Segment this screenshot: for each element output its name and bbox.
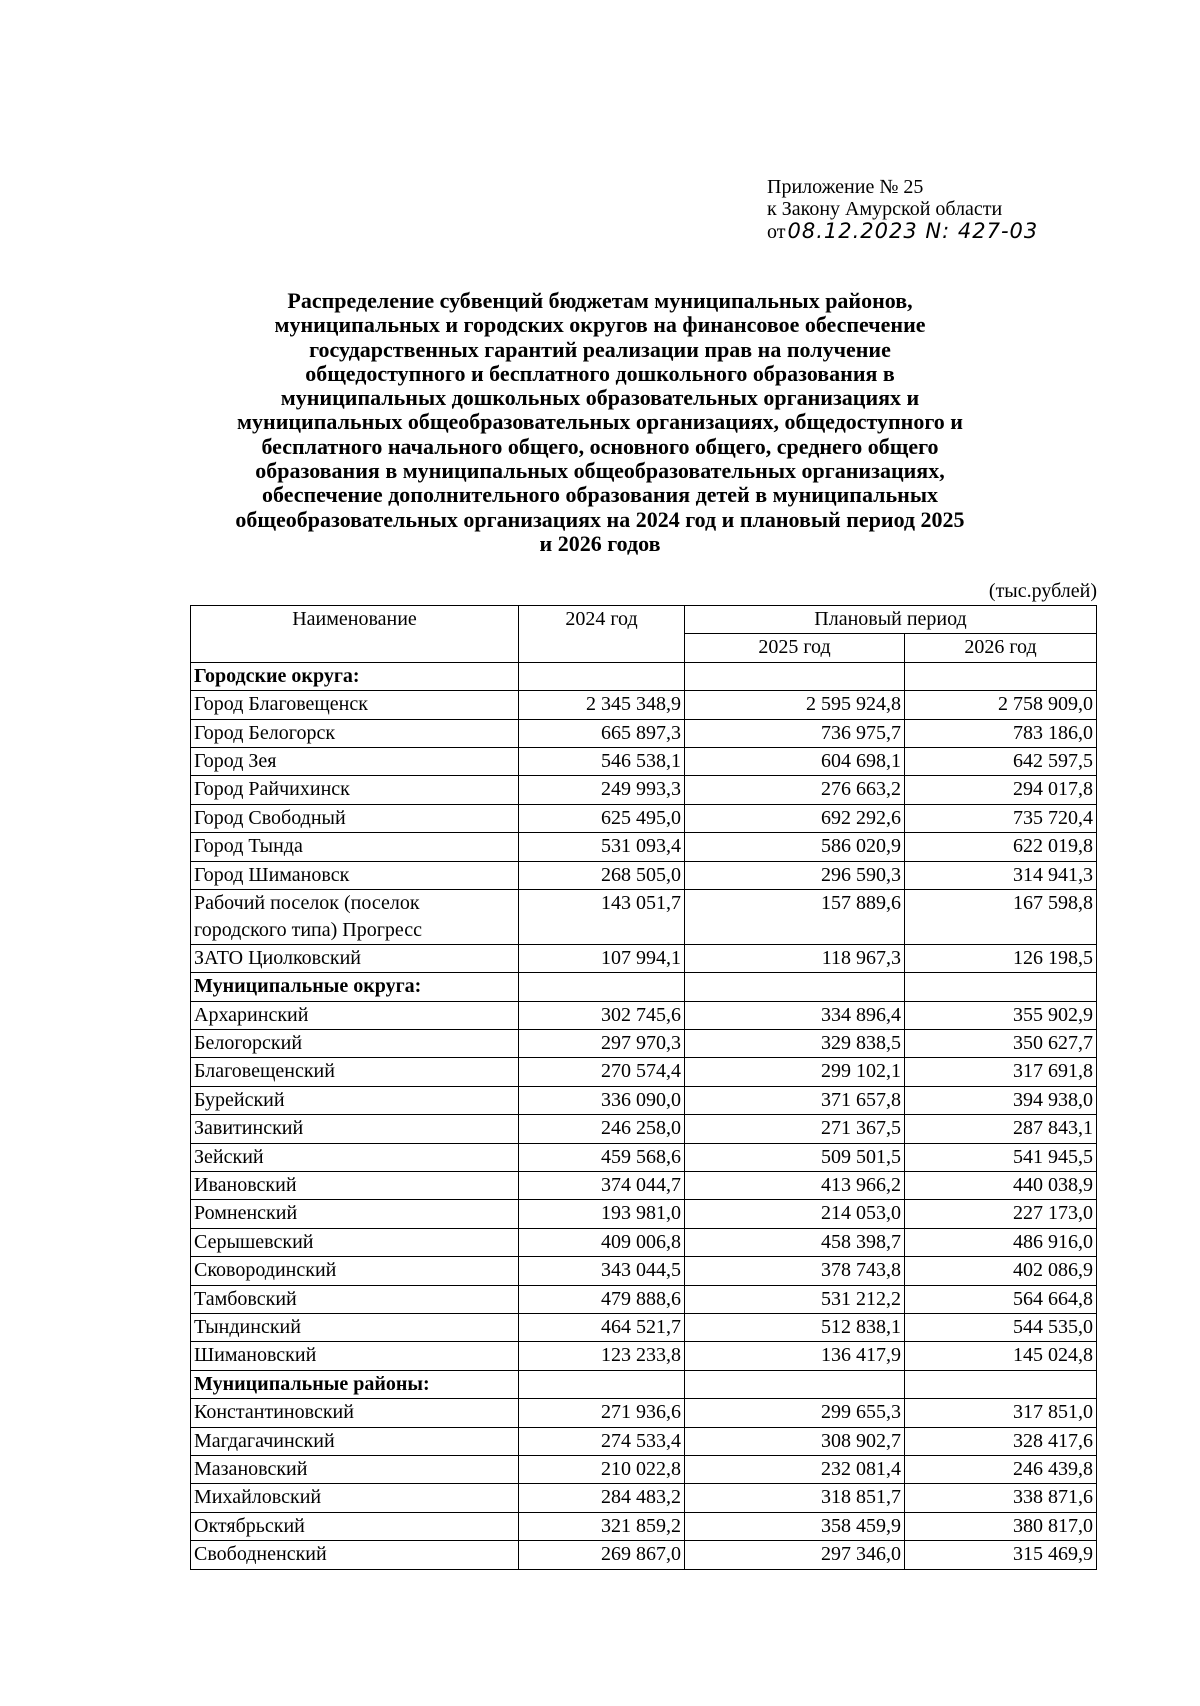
value-2025: 509 501,5 <box>685 1143 905 1171</box>
value-2024: 625 495,0 <box>519 804 685 832</box>
section-row <box>191 973 1097 1001</box>
table-row <box>191 1484 1097 1512</box>
row-name: Город Райчихинск <box>191 776 519 804</box>
section-row <box>191 662 1097 690</box>
value-2024: 479 888,6 <box>519 1285 685 1313</box>
value-2024: 321 859,2 <box>519 1512 685 1540</box>
title-line: образования в муниципальных общеобразовательных организациях, <box>255 458 945 484</box>
subvention-table <box>190 605 1097 1570</box>
table-row <box>191 1143 1097 1171</box>
table-row <box>191 1030 1097 1058</box>
value-2025: 271 367,5 <box>685 1115 905 1143</box>
value-2025: 136 417,9 <box>685 1342 905 1370</box>
value-2025: 214 053,0 <box>685 1200 905 1228</box>
appendix-header <box>767 176 1038 243</box>
value-2024: 143 051,7 <box>519 889 685 944</box>
row-name: Город Зея <box>191 747 519 775</box>
value-2026: 642 597,5 <box>905 747 1097 775</box>
value-2024: 409 006,8 <box>519 1228 685 1256</box>
value-2025: 318 851,7 <box>685 1484 905 1512</box>
value-2024: 665 897,3 <box>519 719 685 747</box>
value-2026: 735 720,4 <box>905 804 1097 832</box>
value-2026: 167 598,8 <box>905 889 1097 944</box>
value-2025: 334 896,4 <box>685 1001 905 1029</box>
section-title: Муниципальные округа: <box>191 973 519 1001</box>
value-2026: 622 019,8 <box>905 833 1097 861</box>
table-row <box>191 861 1097 889</box>
value-2026: 394 938,0 <box>905 1086 1097 1114</box>
row-name: Город Белогорск <box>191 719 519 747</box>
appendix-law-reference: к Закону Амурской области <box>767 198 1003 220</box>
table-row <box>191 1086 1097 1114</box>
value-2024: 269 867,0 <box>519 1541 685 1569</box>
title-line: общедоступного и бесплатного дошкольного образования в <box>305 360 895 386</box>
value-2024: 459 568,6 <box>519 1143 685 1171</box>
value-2026: 486 916,0 <box>905 1228 1097 1256</box>
value-2026: 402 086,9 <box>905 1257 1097 1285</box>
table-row <box>191 776 1097 804</box>
value-2025: 299 655,3 <box>685 1399 905 1427</box>
value-2026: 564 664,8 <box>905 1285 1097 1313</box>
value-2026: 294 017,8 <box>905 776 1097 804</box>
table-row <box>191 1399 1097 1427</box>
value-2025: 378 743,8 <box>685 1257 905 1285</box>
units-label: (тыс.рублей) <box>988 580 1097 602</box>
row-name: Город Благовещенск <box>191 691 519 719</box>
value-2024: 343 044,5 <box>519 1257 685 1285</box>
title-line: и 2026 годов <box>539 530 661 556</box>
document-title <box>150 289 1050 556</box>
value-2026: 338 871,6 <box>905 1484 1097 1512</box>
value-2026: 380 817,0 <box>905 1512 1097 1540</box>
table-row <box>191 1058 1097 1086</box>
section-title: Муниципальные районы: <box>191 1370 519 1398</box>
value-2025: 276 663,2 <box>685 776 905 804</box>
row-name: Зейский <box>191 1143 519 1171</box>
value-2025: 531 212,2 <box>685 1285 905 1313</box>
section-title: Городские округа: <box>191 662 519 690</box>
value-2025: 308 902,7 <box>685 1427 905 1455</box>
value-2024: 374 044,7 <box>519 1172 685 1200</box>
handwritten-date-number: 08.12.2023 N: 427-03 <box>787 219 1039 243</box>
value-2024: 210 022,8 <box>519 1455 685 1483</box>
value-2026: 126 198,5 <box>905 944 1097 972</box>
value-2024: 297 970,3 <box>519 1030 685 1058</box>
appendix-date-line <box>767 220 1038 243</box>
value-2024: 249 993,3 <box>519 776 685 804</box>
title-line: Распределение субвенций бюджетам муниципальных районов, <box>287 288 913 313</box>
header-name: Наименование <box>191 606 519 663</box>
value-2024: 546 538,1 <box>519 747 685 775</box>
header-2024: 2024 год <box>519 606 685 663</box>
row-name: Бурейский <box>191 1086 519 1114</box>
row-name: Город Свободный <box>191 804 519 832</box>
row-name: Серышевский <box>191 1228 519 1256</box>
table-row <box>191 747 1097 775</box>
row-name: Сковородинский <box>191 1257 519 1285</box>
value-2024: 107 994,1 <box>519 944 685 972</box>
section-row <box>191 1370 1097 1398</box>
value-2025: 232 081,4 <box>685 1455 905 1483</box>
value-2026: 227 173,0 <box>905 1200 1097 1228</box>
row-name: Белогорский <box>191 1030 519 1058</box>
row-name: Тамбовский <box>191 1285 519 1313</box>
value-2026: 315 469,9 <box>905 1541 1097 1569</box>
row-name: Ромненский <box>191 1200 519 1228</box>
value-2026: 145 024,8 <box>905 1342 1097 1370</box>
row-name <box>191 889 519 944</box>
value-2026: 287 843,1 <box>905 1115 1097 1143</box>
value-2024: 271 936,6 <box>519 1399 685 1427</box>
value-2024: 246 258,0 <box>519 1115 685 1143</box>
row-name: ЗАТО Циолковский <box>191 944 519 972</box>
title-line: бесплатного начального общего, основного общего, среднего общего <box>261 433 939 459</box>
row-name: Константиновский <box>191 1399 519 1427</box>
value-2025: 604 698,1 <box>685 747 905 775</box>
table-row <box>191 1115 1097 1143</box>
value-2024: 336 090,0 <box>519 1086 685 1114</box>
value-2026: 544 535,0 <box>905 1313 1097 1341</box>
table-row <box>191 804 1097 832</box>
table-row <box>191 1541 1097 1569</box>
table-row <box>191 1172 1097 1200</box>
title-line: обеспечение дополнительного образования детей в муниципальных <box>261 482 938 508</box>
table-row <box>191 944 1097 972</box>
value-2026: 317 851,0 <box>905 1399 1097 1427</box>
row-name-line: городского типа) Прогресс <box>194 918 423 941</box>
row-name: Михайловский <box>191 1484 519 1512</box>
value-2025: 118 967,3 <box>685 944 905 972</box>
row-name: Город Тында <box>191 833 519 861</box>
value-2025: 297 346,0 <box>685 1541 905 1569</box>
row-name: Завитинский <box>191 1115 519 1143</box>
header-planned-period: Плановый период <box>685 606 1097 634</box>
title-line: муниципальных и городских округов на финансовое обеспечение <box>274 312 926 338</box>
value-2025: 358 459,9 <box>685 1512 905 1540</box>
value-2025: 157 889,6 <box>685 889 905 944</box>
value-2024: 123 233,8 <box>519 1342 685 1370</box>
value-2026: 783 186,0 <box>905 719 1097 747</box>
value-2026: 328 417,6 <box>905 1427 1097 1455</box>
value-2026: 355 902,9 <box>905 1001 1097 1029</box>
value-2024: 464 521,7 <box>519 1313 685 1341</box>
value-2025: 371 657,8 <box>685 1086 905 1114</box>
row-name: Мазановский <box>191 1455 519 1483</box>
value-2025: 329 838,5 <box>685 1030 905 1058</box>
value-2025: 458 398,7 <box>685 1228 905 1256</box>
row-name: Архаринский <box>191 1001 519 1029</box>
value-2026: 350 627,7 <box>905 1030 1097 1058</box>
row-name: Тындинский <box>191 1313 519 1341</box>
title-line: муниципальных общеобразовательных организациях, общедоступного и <box>237 409 963 435</box>
value-2024: 284 483,2 <box>519 1484 685 1512</box>
table-row <box>191 1427 1097 1455</box>
table-row <box>191 691 1097 719</box>
value-2024: 2 345 348,9 <box>519 691 685 719</box>
value-2024: 270 574,4 <box>519 1058 685 1086</box>
value-2024: 302 745,6 <box>519 1001 685 1029</box>
value-2025: 512 838,1 <box>685 1313 905 1341</box>
table-row <box>191 1200 1097 1228</box>
value-2025: 299 102,1 <box>685 1058 905 1086</box>
value-2025: 413 966,2 <box>685 1172 905 1200</box>
header-2025: 2025 год <box>685 634 905 662</box>
value-2026: 246 439,8 <box>905 1455 1097 1483</box>
row-name-line: Рабочий поселок (поселок <box>194 891 420 914</box>
value-2026: 541 945,5 <box>905 1143 1097 1171</box>
value-2026: 314 941,3 <box>905 861 1097 889</box>
table-row <box>191 1313 1097 1341</box>
table-row <box>191 1455 1097 1483</box>
row-name: Благовещенский <box>191 1058 519 1086</box>
value-2024: 268 505,0 <box>519 861 685 889</box>
row-name: Город Шимановск <box>191 861 519 889</box>
value-2024: 193 981,0 <box>519 1200 685 1228</box>
row-name: Ивановский <box>191 1172 519 1200</box>
title-line: муниципальных дошкольных образовательных организациях и <box>280 385 920 411</box>
table-row <box>191 889 1097 944</box>
value-2025: 692 292,6 <box>685 804 905 832</box>
row-name: Свободненский <box>191 1541 519 1569</box>
table-row <box>191 1257 1097 1285</box>
table-row <box>191 719 1097 747</box>
table-row <box>191 1512 1097 1540</box>
appendix-date-prefix: от <box>767 221 786 243</box>
table-row <box>191 1342 1097 1370</box>
value-2025: 2 595 924,8 <box>685 691 905 719</box>
table-row <box>191 1228 1097 1256</box>
value-2025: 736 975,7 <box>685 719 905 747</box>
value-2025: 296 590,3 <box>685 861 905 889</box>
value-2024: 274 533,4 <box>519 1427 685 1455</box>
value-2025: 586 020,9 <box>685 833 905 861</box>
value-2026: 2 758 909,0 <box>905 691 1097 719</box>
appendix-number: Приложение № 25 <box>767 176 924 198</box>
title-line: общеобразовательных организациях на 2024 год и плановый период 2025 <box>235 506 965 532</box>
value-2026: 317 691,8 <box>905 1058 1097 1086</box>
table-row <box>191 833 1097 861</box>
row-name: Магдагачинский <box>191 1427 519 1455</box>
header-2026: 2026 год <box>905 634 1097 662</box>
table-row <box>191 1285 1097 1313</box>
value-2024: 531 093,4 <box>519 833 685 861</box>
row-name: Октябрьский <box>191 1512 519 1540</box>
title-line: государственных гарантий реализации прав на получение <box>309 336 891 362</box>
value-2026: 440 038,9 <box>905 1172 1097 1200</box>
table-row <box>191 1001 1097 1029</box>
row-name: Шимановский <box>191 1342 519 1370</box>
